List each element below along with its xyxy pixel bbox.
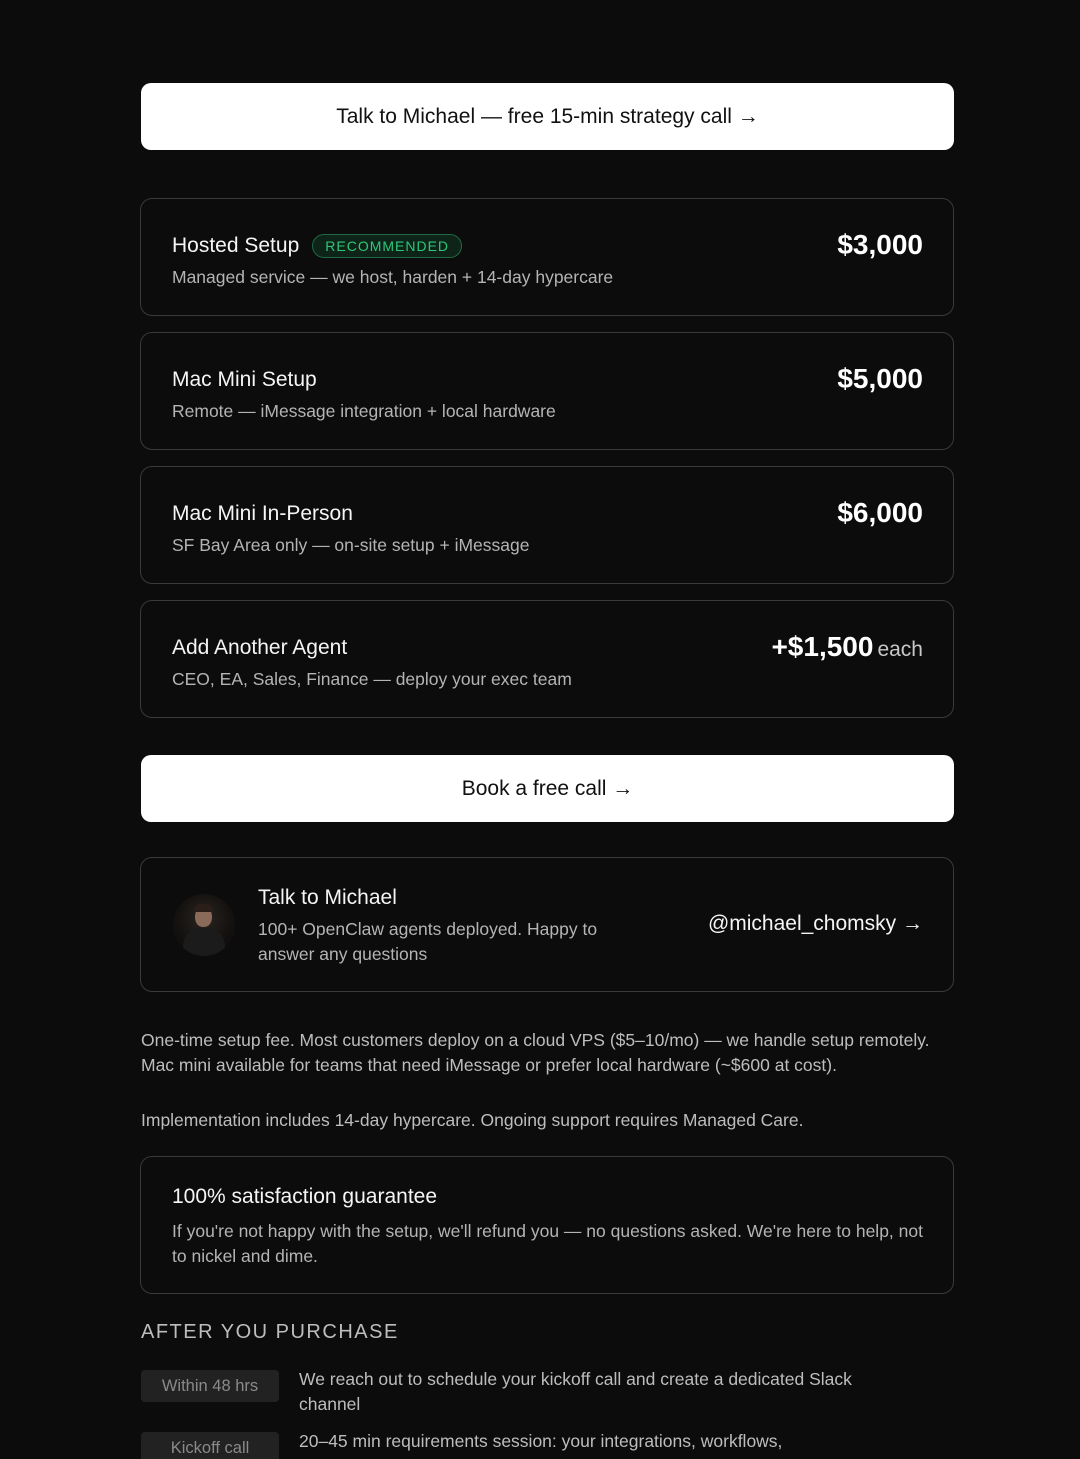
plan-description: SF Bay Area only — on-site setup + iMessage: [172, 535, 530, 555]
guarantee-description: If you're not happy with the setup, we'll refund you — no questions asked. We're here to help, not to nickel and dime.: [172, 1221, 923, 1266]
plan-price-value: $6,000: [837, 497, 923, 528]
book-call-button[interactable]: [141, 755, 954, 822]
michael-handle-link[interactable]: @michael_chomsky →: [707, 912, 923, 935]
after-purchase-heading: AFTER YOU PURCHASE: [141, 1321, 399, 1343]
step-text: 20–45 min requirements session: your integrations, workflows,: [299, 1431, 783, 1451]
book-call-label: Book a free call →: [461, 776, 634, 800]
guarantee-card: [140, 1156, 954, 1294]
plan-description: Managed service — we host, harden + 14-day hypercare: [172, 267, 614, 287]
plan-card-mac-mini-setup[interactable]: [140, 332, 954, 450]
plan-description: Remote — iMessage integration + local hardware: [172, 401, 556, 421]
plan-title-row: [172, 502, 353, 526]
plan-price: [837, 229, 923, 261]
step-text: We reach out to schedule your kickoff call and create a dedicated Slack channel: [299, 1369, 852, 1414]
plan-card-mac-mini-in-person[interactable]: [140, 466, 954, 584]
plan-title-row: [172, 234, 462, 258]
plan-title: Mac Mini Setup: [172, 368, 317, 391]
plan-title-row: [172, 636, 347, 660]
plan-price-value: $5,000: [837, 363, 923, 394]
michael-description: 100+ OpenClaw agents deployed. Happy to answer any questions: [258, 919, 598, 964]
plan-description: CEO, EA, Sales, Finance — deploy your exec team: [172, 669, 572, 689]
plan-price: [837, 497, 923, 529]
plan-card-add-another-agent[interactable]: [140, 600, 954, 718]
michael-title: Talk to Michael: [258, 886, 397, 909]
recommended-badge: RECOMMENDED: [312, 234, 462, 258]
guarantee-title: 100% satisfaction guarantee: [172, 1185, 438, 1208]
plan-title: Hosted Setup: [172, 234, 300, 257]
strategy-call-label: Talk to Michael — free 15-min strategy call →: [336, 104, 759, 128]
hypercare-note: Implementation includes 14-day hypercare. Ongoing support requires Managed Care.: [141, 1110, 804, 1130]
plan-price-suffix: each: [877, 638, 923, 661]
plan-price-value: $3,000: [837, 229, 923, 260]
avatar: [173, 894, 235, 956]
plan-title: Add Another Agent: [172, 636, 348, 659]
setup-fee-note: One-time setup fee. Most customers deploy on a cloud VPS ($5–10/mo) — we handle setup remotely. Mac mini available for teams that need iMessage or prefer local hardware (~$600 at cost).: [141, 1030, 930, 1075]
plan-price: [837, 363, 923, 395]
step-tag: Within 48 hrs: [141, 1370, 279, 1402]
step-tag: Kickoff call: [141, 1432, 279, 1459]
talk-to-michael-card: [140, 857, 954, 992]
plan-price-value: +$1,500: [771, 631, 874, 662]
plan-price: [771, 631, 923, 663]
strategy-call-button[interactable]: [141, 83, 954, 150]
plan-title: Mac Mini In-Person: [172, 502, 353, 525]
plan-card-hosted-setup[interactable]: [140, 198, 954, 316]
plan-title-row: [172, 368, 317, 392]
